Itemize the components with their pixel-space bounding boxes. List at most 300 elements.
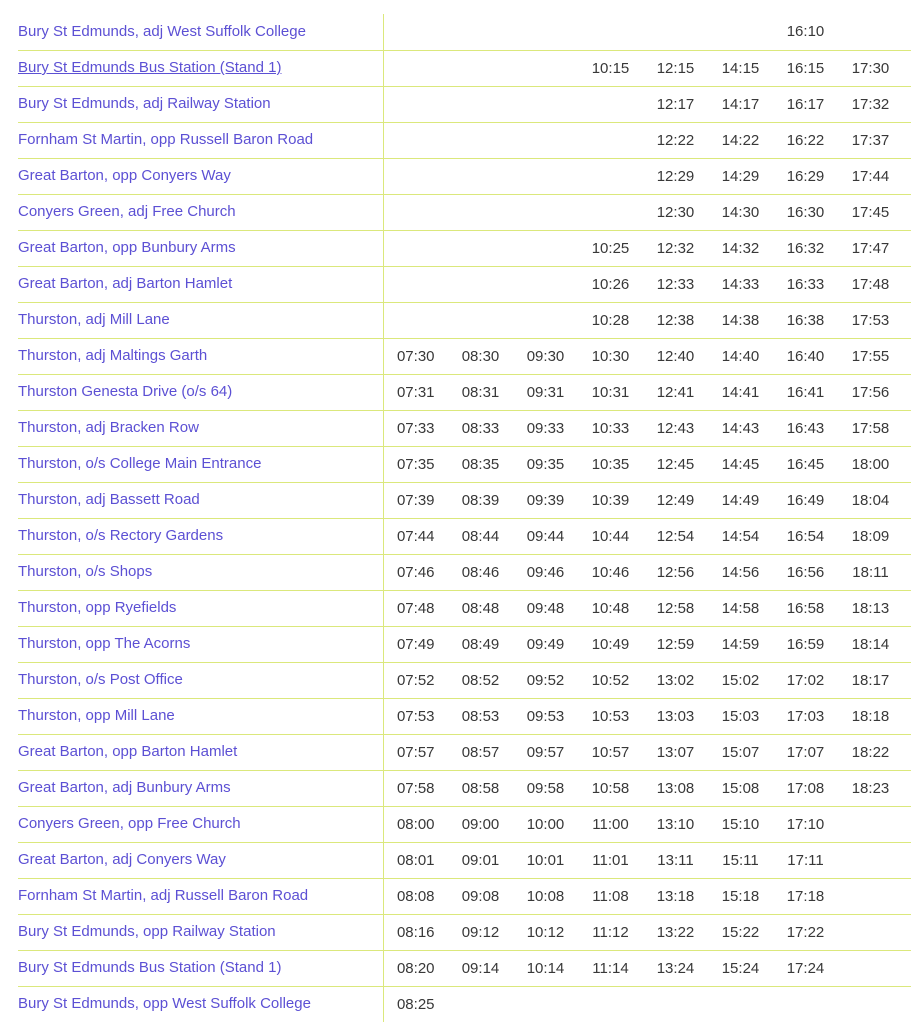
stop-link[interactable]: Great Barton, opp Conyers Way bbox=[18, 167, 231, 184]
stop-link[interactable]: Thurston, opp Mill Lane bbox=[18, 707, 175, 724]
timetable-row bbox=[18, 86, 911, 122]
departure-time-cell bbox=[578, 14, 643, 50]
row-filler-cell bbox=[903, 158, 911, 194]
departure-time-cell: 14:38 bbox=[708, 302, 773, 338]
departure-time-cell: 10:08 bbox=[513, 878, 578, 914]
stop-name-cell bbox=[18, 914, 383, 950]
departure-time-cell: 17:11 bbox=[773, 842, 838, 878]
stop-name-cell bbox=[18, 194, 383, 230]
stop-name-cell bbox=[18, 302, 383, 338]
departure-time-cell: 11:12 bbox=[578, 914, 643, 950]
stop-link[interactable]: Bury St Edmunds, adj West Suffolk College bbox=[18, 22, 306, 40]
departure-time-cell: 17:53 bbox=[838, 302, 903, 338]
stop-link[interactable]: Thurston, o/s Rectory Gardens bbox=[18, 527, 224, 544]
departure-time-cell: 16:45 bbox=[773, 446, 838, 482]
departure-time-cell: 17:47 bbox=[838, 230, 903, 266]
departure-time-cell: 14:49 bbox=[708, 482, 773, 518]
row-filler-cell bbox=[903, 950, 911, 986]
departure-time-cell: 18:23 bbox=[838, 770, 903, 806]
departure-time-cell: 10:12 bbox=[513, 914, 578, 950]
departure-time-cell: 08:44 bbox=[448, 518, 513, 554]
departure-time-cell: 10:53 bbox=[578, 698, 643, 734]
departure-time-cell: 17:24 bbox=[773, 950, 838, 986]
departure-time-cell: 15:18 bbox=[708, 878, 773, 914]
stop-link[interactable]: Bury St Edmunds Bus Station (Stand 1) bbox=[18, 59, 282, 76]
departure-time-cell: 08:31 bbox=[448, 374, 513, 410]
row-filler-cell bbox=[903, 518, 911, 554]
timetable-row bbox=[18, 194, 911, 230]
departure-time-cell: 17:22 bbox=[773, 914, 838, 950]
departure-time-cell: 09:48 bbox=[513, 590, 578, 626]
departure-time-cell: 08:53 bbox=[448, 698, 513, 734]
departure-time-cell bbox=[578, 158, 643, 194]
departure-time-cell: 08:01 bbox=[383, 842, 448, 878]
departure-time-cell: 08:46 bbox=[448, 554, 513, 590]
departure-time-cell: 18:00 bbox=[838, 446, 903, 482]
departure-time-cell bbox=[513, 266, 578, 302]
row-filler-cell bbox=[903, 914, 911, 950]
timetable-row bbox=[18, 230, 911, 266]
departure-time-cell: 08:57 bbox=[448, 734, 513, 770]
row-filler-cell bbox=[903, 446, 911, 482]
departure-time-cell: 17:03 bbox=[773, 698, 838, 734]
stop-name-cell bbox=[18, 554, 383, 590]
departure-time-cell: 17:45 bbox=[838, 194, 903, 230]
departure-time-cell bbox=[383, 230, 448, 266]
timetable-row bbox=[18, 734, 911, 770]
stop-name-cell bbox=[18, 986, 383, 1022]
departure-time-cell: 09:35 bbox=[513, 446, 578, 482]
departure-time-cell bbox=[513, 14, 578, 50]
departure-time-cell: 10:48 bbox=[578, 590, 643, 626]
departure-time-cell: 08:49 bbox=[448, 626, 513, 662]
departure-time-cell: 15:08 bbox=[708, 770, 773, 806]
departure-time-cell: 07:31 bbox=[383, 374, 448, 410]
stop-link[interactable]: Bury St Edmunds, opp Railway Station bbox=[18, 923, 276, 940]
departure-time-cell: 16:59 bbox=[773, 626, 838, 662]
departure-time-cell bbox=[448, 158, 513, 194]
departure-time-cell: 11:01 bbox=[578, 842, 643, 878]
stop-name-cell bbox=[18, 842, 383, 878]
departure-time-cell: 09:53 bbox=[513, 698, 578, 734]
stop-link[interactable]: Thurston Genesta Drive (o/s 64) bbox=[18, 383, 233, 400]
departure-time-cell: 10:39 bbox=[578, 482, 643, 518]
departure-time-cell bbox=[383, 122, 448, 158]
departure-time-cell: 07:48 bbox=[383, 590, 448, 626]
departure-time-cell: 07:53 bbox=[383, 698, 448, 734]
departure-time-cell bbox=[643, 986, 708, 1022]
departure-time-cell: 08:00 bbox=[383, 806, 448, 842]
departure-time-cell: 09:00 bbox=[448, 806, 513, 842]
departure-time-cell: 16:32 bbox=[773, 230, 838, 266]
timetable-row bbox=[18, 446, 911, 482]
departure-time-cell: 09:46 bbox=[513, 554, 578, 590]
departure-time-cell: 13:18 bbox=[643, 878, 708, 914]
timetable-row bbox=[18, 374, 911, 410]
timetable-row bbox=[18, 662, 911, 698]
departure-time-cell bbox=[513, 122, 578, 158]
departure-time-cell: 14:43 bbox=[708, 410, 773, 446]
row-filler-cell bbox=[903, 302, 911, 338]
timetable-row bbox=[18, 806, 911, 842]
departure-time-cell: 12:56 bbox=[643, 554, 708, 590]
departure-time-cell bbox=[773, 986, 838, 1022]
stop-link[interactable]: Bury St Edmunds, adj Railway Station bbox=[18, 95, 271, 112]
stop-name-cell bbox=[18, 446, 383, 482]
departure-time-cell bbox=[383, 14, 448, 50]
departure-time-cell: 13:22 bbox=[643, 914, 708, 950]
row-filler-cell bbox=[903, 410, 911, 446]
departure-time-cell bbox=[838, 914, 903, 950]
timetable-row bbox=[18, 878, 911, 914]
departure-time-cell: 12:15 bbox=[643, 50, 708, 86]
departure-time-cell: 08:20 bbox=[383, 950, 448, 986]
departure-time-cell: 12:59 bbox=[643, 626, 708, 662]
departure-time-cell: 18:18 bbox=[838, 698, 903, 734]
departure-time-cell: 13:24 bbox=[643, 950, 708, 986]
departure-time-cell: 14:32 bbox=[708, 230, 773, 266]
departure-time-cell: 16:54 bbox=[773, 518, 838, 554]
stop-name-cell bbox=[18, 518, 383, 554]
stop-name-cell bbox=[18, 86, 383, 122]
stop-name-cell bbox=[18, 230, 383, 266]
timetable-row bbox=[18, 122, 911, 158]
departure-time-cell: 07:49 bbox=[383, 626, 448, 662]
stop-name-cell bbox=[18, 374, 383, 410]
row-filler-cell bbox=[903, 770, 911, 806]
stop-link[interactable]: Great Barton, adj Bunbury Arms bbox=[18, 779, 231, 796]
timetable-body bbox=[18, 14, 911, 1022]
row-filler-cell bbox=[903, 878, 911, 914]
row-filler-cell bbox=[903, 554, 911, 590]
departure-time-cell: 10:31 bbox=[578, 374, 643, 410]
departure-time-cell: 14:22 bbox=[708, 122, 773, 158]
departure-time-cell: 07:30 bbox=[383, 338, 448, 374]
departure-time-cell: 15:11 bbox=[708, 842, 773, 878]
departure-time-cell bbox=[383, 158, 448, 194]
stop-name-cell bbox=[18, 770, 383, 806]
departure-time-cell bbox=[838, 806, 903, 842]
row-filler-cell bbox=[903, 806, 911, 842]
departure-time-cell bbox=[448, 230, 513, 266]
timetable-row bbox=[18, 410, 911, 446]
departure-time-cell: 10:00 bbox=[513, 806, 578, 842]
departure-time-cell: 17:55 bbox=[838, 338, 903, 374]
departure-time-cell: 09:52 bbox=[513, 662, 578, 698]
stop-name-cell bbox=[18, 122, 383, 158]
departure-time-cell: 07:35 bbox=[383, 446, 448, 482]
departure-time-cell: 09:30 bbox=[513, 338, 578, 374]
departure-time-cell bbox=[513, 194, 578, 230]
departure-time-cell: 08:58 bbox=[448, 770, 513, 806]
departure-time-cell: 14:59 bbox=[708, 626, 773, 662]
stop-link[interactable]: Bury St Edmunds, opp West Suffolk College bbox=[18, 995, 311, 1013]
departure-time-cell: 16:43 bbox=[773, 410, 838, 446]
timetable-row bbox=[18, 914, 911, 950]
departure-time-cell: 16:17 bbox=[773, 86, 838, 122]
departure-time-cell: 11:14 bbox=[578, 950, 643, 986]
departure-time-cell: 15:07 bbox=[708, 734, 773, 770]
departure-time-cell: 16:38 bbox=[773, 302, 838, 338]
timetable-row bbox=[18, 338, 911, 374]
departure-time-cell: 09:08 bbox=[448, 878, 513, 914]
timetable-row bbox=[18, 482, 911, 518]
departure-time-cell bbox=[448, 14, 513, 50]
departure-time-cell bbox=[383, 302, 448, 338]
departure-time-cell: 16:10 bbox=[773, 14, 838, 50]
departure-time-cell: 12:33 bbox=[643, 266, 708, 302]
departure-time-cell: 10:14 bbox=[513, 950, 578, 986]
departure-time-cell: 14:15 bbox=[708, 50, 773, 86]
departure-time-cell bbox=[448, 194, 513, 230]
departure-time-cell: 10:52 bbox=[578, 662, 643, 698]
departure-time-cell: 14:58 bbox=[708, 590, 773, 626]
timetable-row bbox=[18, 590, 911, 626]
departure-time-cell: 16:15 bbox=[773, 50, 838, 86]
departure-time-cell bbox=[448, 302, 513, 338]
departure-time-cell: 10:01 bbox=[513, 842, 578, 878]
departure-time-cell bbox=[578, 86, 643, 122]
stop-link[interactable]: Thurston, adj Bracken Row bbox=[18, 419, 199, 436]
departure-time-cell: 10:33 bbox=[578, 410, 643, 446]
timetable-row bbox=[18, 158, 911, 194]
stop-link[interactable]: Bury St Edmunds Bus Station (Stand 1) bbox=[18, 959, 282, 976]
departure-time-cell: 17:08 bbox=[773, 770, 838, 806]
departure-time-cell: 09:33 bbox=[513, 410, 578, 446]
departure-time-cell: 17:02 bbox=[773, 662, 838, 698]
departure-time-cell: 07:39 bbox=[383, 482, 448, 518]
departure-time-cell: 17:18 bbox=[773, 878, 838, 914]
stop-name-cell bbox=[18, 482, 383, 518]
stop-name-cell bbox=[18, 734, 383, 770]
departure-time-cell bbox=[708, 986, 773, 1022]
departure-time-cell: 15:24 bbox=[708, 950, 773, 986]
departure-time-cell: 10:46 bbox=[578, 554, 643, 590]
departure-time-cell: 12:49 bbox=[643, 482, 708, 518]
departure-time-cell: 17:10 bbox=[773, 806, 838, 842]
departure-time-cell: 08:35 bbox=[448, 446, 513, 482]
departure-time-cell: 08:16 bbox=[383, 914, 448, 950]
departure-time-cell: 18:14 bbox=[838, 626, 903, 662]
departure-time-cell: 14:33 bbox=[708, 266, 773, 302]
departure-time-cell bbox=[383, 194, 448, 230]
timetable-row bbox=[18, 842, 911, 878]
departure-time-cell: 12:43 bbox=[643, 410, 708, 446]
departure-time-cell: 18:13 bbox=[838, 590, 903, 626]
departure-time-cell: 16:22 bbox=[773, 122, 838, 158]
stop-link[interactable]: Thurston, adj Mill Lane bbox=[18, 311, 170, 328]
departure-time-cell: 10:28 bbox=[578, 302, 643, 338]
departure-time-cell: 09:39 bbox=[513, 482, 578, 518]
departure-time-cell: 11:08 bbox=[578, 878, 643, 914]
stop-name-cell bbox=[18, 662, 383, 698]
stop-link[interactable]: Great Barton, adj Barton Hamlet bbox=[18, 275, 233, 292]
timetable-row bbox=[18, 266, 911, 302]
departure-time-cell: 16:41 bbox=[773, 374, 838, 410]
row-filler-cell bbox=[903, 194, 911, 230]
row-filler-cell bbox=[903, 626, 911, 662]
departure-time-cell bbox=[513, 230, 578, 266]
departure-time-cell: 07:33 bbox=[383, 410, 448, 446]
departure-time-cell: 08:52 bbox=[448, 662, 513, 698]
departure-time-cell: 18:11 bbox=[838, 554, 903, 590]
departure-time-cell bbox=[838, 986, 903, 1022]
stop-link[interactable]: Thurston, o/s College Main Entrance bbox=[18, 455, 262, 472]
departure-time-cell: 14:41 bbox=[708, 374, 773, 410]
departure-time-cell: 09:49 bbox=[513, 626, 578, 662]
departure-time-cell: 07:57 bbox=[383, 734, 448, 770]
departure-time-cell: 12:58 bbox=[643, 590, 708, 626]
row-filler-cell bbox=[903, 662, 911, 698]
timetable-row bbox=[18, 302, 911, 338]
departure-time-cell: 14:45 bbox=[708, 446, 773, 482]
row-filler-cell bbox=[903, 266, 911, 302]
stop-name-cell bbox=[18, 50, 383, 86]
departure-time-cell: 16:33 bbox=[773, 266, 838, 302]
timetable-row bbox=[18, 986, 911, 1022]
departure-time-cell: 16:56 bbox=[773, 554, 838, 590]
departure-time-cell: 17:32 bbox=[838, 86, 903, 122]
row-filler-cell bbox=[903, 482, 911, 518]
departure-time-cell bbox=[513, 986, 578, 1022]
departure-time-cell: 12:30 bbox=[643, 194, 708, 230]
departure-time-cell bbox=[448, 86, 513, 122]
stop-name-cell bbox=[18, 266, 383, 302]
stop-link[interactable]: Thurston, o/s Post Office bbox=[18, 671, 183, 688]
departure-time-cell: 17:07 bbox=[773, 734, 838, 770]
departure-time-cell: 09:01 bbox=[448, 842, 513, 878]
departure-time-cell: 18:09 bbox=[838, 518, 903, 554]
departure-time-cell bbox=[578, 194, 643, 230]
departure-time-cell: 09:44 bbox=[513, 518, 578, 554]
timetable-row bbox=[18, 14, 911, 50]
departure-time-cell: 14:54 bbox=[708, 518, 773, 554]
departure-time-cell: 12:32 bbox=[643, 230, 708, 266]
departure-time-cell bbox=[383, 266, 448, 302]
stop-link[interactable]: Thurston, adj Maltings Garth bbox=[18, 347, 208, 364]
stop-link[interactable]: Conyers Green, opp Free Church bbox=[18, 815, 241, 832]
departure-time-cell: 08:33 bbox=[448, 410, 513, 446]
departure-time-cell: 15:22 bbox=[708, 914, 773, 950]
departure-time-cell: 10:35 bbox=[578, 446, 643, 482]
departure-time-cell: 17:44 bbox=[838, 158, 903, 194]
departure-time-cell: 08:48 bbox=[448, 590, 513, 626]
stop-link[interactable]: Fornham St Martin, adj Russell Baron Road bbox=[18, 887, 309, 904]
stop-name-cell bbox=[18, 590, 383, 626]
departure-time-cell: 18:04 bbox=[838, 482, 903, 518]
departure-time-cell: 15:10 bbox=[708, 806, 773, 842]
row-filler-cell bbox=[903, 986, 911, 1022]
row-filler-cell bbox=[903, 374, 911, 410]
departure-time-cell bbox=[513, 86, 578, 122]
departure-time-cell: 10:15 bbox=[578, 50, 643, 86]
departure-time-cell: 09:31 bbox=[513, 374, 578, 410]
timetable-row bbox=[18, 554, 911, 590]
timetable-row bbox=[18, 518, 911, 554]
bus-timetable bbox=[18, 14, 911, 1022]
stop-link[interactable]: Fornham St Martin, opp Russell Baron Road bbox=[18, 131, 314, 148]
departure-time-cell bbox=[448, 266, 513, 302]
departure-time-cell: 10:58 bbox=[578, 770, 643, 806]
departure-time-cell: 13:08 bbox=[643, 770, 708, 806]
stop-link[interactable]: Great Barton, opp Bunbury Arms bbox=[18, 239, 236, 256]
stop-link[interactable]: Thurston, adj Bassett Road bbox=[18, 491, 200, 508]
departure-time-cell bbox=[578, 122, 643, 158]
departure-time-cell: 13:11 bbox=[643, 842, 708, 878]
departure-time-cell bbox=[448, 122, 513, 158]
row-filler-cell bbox=[903, 698, 911, 734]
departure-time-cell: 09:57 bbox=[513, 734, 578, 770]
departure-time-cell: 12:38 bbox=[643, 302, 708, 338]
departure-time-cell bbox=[643, 14, 708, 50]
departure-time-cell bbox=[838, 842, 903, 878]
stop-name-cell bbox=[18, 14, 383, 50]
departure-time-cell: 14:56 bbox=[708, 554, 773, 590]
departure-time-cell: 07:58 bbox=[383, 770, 448, 806]
stop-name-cell bbox=[18, 410, 383, 446]
departure-time-cell: 07:52 bbox=[383, 662, 448, 698]
stop-name-cell bbox=[18, 878, 383, 914]
stop-name-cell bbox=[18, 698, 383, 734]
departure-time-cell: 10:49 bbox=[578, 626, 643, 662]
departure-time-cell: 10:25 bbox=[578, 230, 643, 266]
departure-time-cell bbox=[448, 986, 513, 1022]
stop-link[interactable]: Great Barton, adj Conyers Way bbox=[18, 851, 226, 868]
stop-link[interactable]: Conyers Green, adj Free Church bbox=[18, 203, 236, 220]
stop-name-cell bbox=[18, 338, 383, 374]
stop-link[interactable]: Great Barton, opp Barton Hamlet bbox=[18, 743, 238, 760]
stop-link[interactable]: Thurston, o/s Shops bbox=[18, 563, 153, 580]
departure-time-cell: 17:58 bbox=[838, 410, 903, 446]
row-filler-cell bbox=[903, 734, 911, 770]
departure-time-cell: 14:40 bbox=[708, 338, 773, 374]
departure-time-cell: 15:03 bbox=[708, 698, 773, 734]
departure-time-cell: 14:17 bbox=[708, 86, 773, 122]
departure-time-cell: 12:17 bbox=[643, 86, 708, 122]
departure-time-cell: 12:22 bbox=[643, 122, 708, 158]
departure-time-cell: 12:45 bbox=[643, 446, 708, 482]
departure-time-cell bbox=[838, 950, 903, 986]
stop-name-cell bbox=[18, 806, 383, 842]
departure-time-cell: 09:14 bbox=[448, 950, 513, 986]
stop-name-cell bbox=[18, 626, 383, 662]
departure-time-cell: 16:58 bbox=[773, 590, 838, 626]
timetable-row bbox=[18, 50, 911, 86]
departure-time-cell bbox=[448, 50, 513, 86]
departure-time-cell bbox=[513, 302, 578, 338]
departure-time-cell: 09:12 bbox=[448, 914, 513, 950]
timetable-row bbox=[18, 770, 911, 806]
departure-time-cell bbox=[513, 158, 578, 194]
departure-time-cell: 12:41 bbox=[643, 374, 708, 410]
departure-time-cell: 13:02 bbox=[643, 662, 708, 698]
row-filler-cell bbox=[903, 230, 911, 266]
departure-time-cell: 17:56 bbox=[838, 374, 903, 410]
timetable-row bbox=[18, 626, 911, 662]
departure-time-cell: 10:44 bbox=[578, 518, 643, 554]
stop-link[interactable]: Thurston, opp Ryefields bbox=[18, 599, 177, 616]
departure-time-cell bbox=[838, 14, 903, 50]
row-filler-cell bbox=[903, 590, 911, 626]
departure-time-cell bbox=[708, 14, 773, 50]
departure-time-cell bbox=[838, 878, 903, 914]
departure-time-cell: 17:48 bbox=[838, 266, 903, 302]
departure-time-cell: 18:17 bbox=[838, 662, 903, 698]
departure-time-cell: 07:46 bbox=[383, 554, 448, 590]
row-filler-cell bbox=[903, 842, 911, 878]
row-filler-cell bbox=[903, 14, 911, 50]
stop-link[interactable]: Thurston, opp The Acorns bbox=[18, 635, 191, 652]
